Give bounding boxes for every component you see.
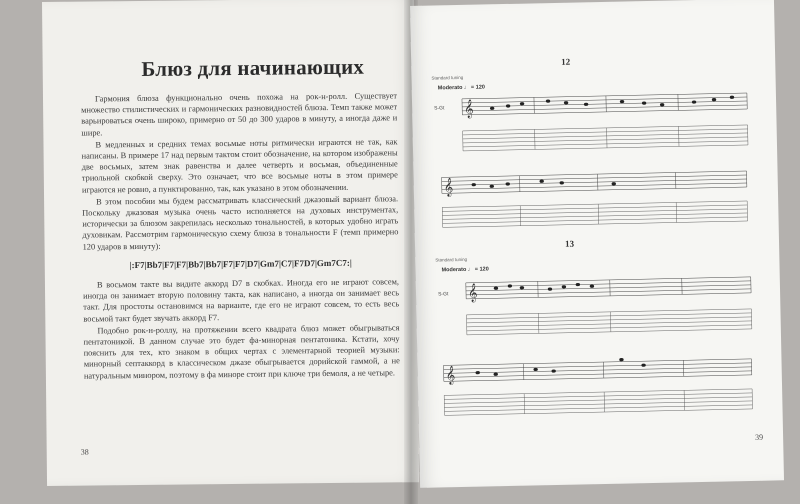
notation-system <box>443 355 756 422</box>
treble-clef-icon: 𝄞 <box>443 177 454 197</box>
treble-clef-icon: 𝄞 <box>467 282 478 302</box>
paragraph: Гармония блюза функционально очень похожа на рок-н-ролл. Существует множество стилистических и гармонических разновидностей блюза. Темп также может варьироваться очень широко, примерно от 50 до 300 ударов в минуту, а иногда даже и шире. <box>81 91 398 138</box>
chord-chart: |:F7|Bb7|F7|F7|Bb7|Bb7|F7|F7|D7|Gm7|C7|F7D7|Gm7C7:| <box>129 257 352 270</box>
example-number: 12 <box>561 56 571 67</box>
tab-staff <box>463 125 748 151</box>
tab-staff <box>466 309 751 335</box>
notes <box>494 283 595 292</box>
standard-staff <box>466 277 751 299</box>
paragraph: В этом пособии мы будем рассматривать классический джазовый вариант блюза. Поскольку джазовая музыка очень часто исполняется на духовых инструментах, исторически за блюзом закрепилась несколько тональностей, в которых удобно играть духовикам. Рассмотрим гармоническую схему блюза в тональности F (темп примерно 120 ударов в минуту): <box>82 194 399 252</box>
tempo-marking: Moderato ♩ = 120 <box>441 266 489 274</box>
page-title: Блюз для начинающих <box>141 54 365 81</box>
treble-clef-icon: 𝄞 <box>445 365 456 385</box>
tempo-marking: Moderato ♩ = 120 <box>437 84 486 92</box>
notation-system <box>466 273 757 349</box>
treble-clef-icon: 𝄞 <box>463 98 474 118</box>
instrument-label: S-Gt <box>434 105 445 112</box>
body-text <box>81 90 400 382</box>
paragraph: В восьмом такте вы видите аккорд D7 в скобках. Иногда его не играют совсем, иногда он занимает вторую половину такта, как написано, а иногда он занимает весь такт. Для простоты остановимся на варианте, где его не играют совсем, то есть весь восьмой такт будет звучать аккорд F7. <box>83 277 400 324</box>
left-page <box>42 0 419 486</box>
paragraph: Подобно рок-н-роллу, на протяжении всего квадрата блюз может обыгрываться пентатоникой. В данном случае это будет фа-минорная пентатоника. Кстати, хочу пояснить для тех, кто знаком в общих чертах с элементарной теорией музыки: минорный септаккорд в классическом джазе обыгрывается дорийской гаммой, а не натуральным минором, поэтому в фа миноре стоит при ключе три бемоля, а не четыре. <box>83 323 400 381</box>
tuning-label: Standard tuning <box>435 256 468 263</box>
page-number: 39 <box>755 432 764 442</box>
tab-staff <box>442 201 747 227</box>
instrument-label: S-Gt <box>437 291 449 298</box>
standard-staff <box>462 93 747 115</box>
right-page <box>410 0 784 488</box>
paragraph: В медленных и средних темах восьмые ноты ритмически играются не так, как написаны. В примере 17 над первым тактом стоит обозначение, на котором изображены две восьмых, затем знак равенства и далее четверть и восьмая, объединенные триольной скобкой сверху. Это означает, что все восьмые ноты в этом примере играются не ровно, а пунктированно, так, как указано в этом обозначении. <box>81 137 398 195</box>
standard-staff <box>442 171 747 193</box>
tab-staff <box>444 389 752 415</box>
notation-system <box>462 89 753 165</box>
notation-system <box>442 167 753 233</box>
example-number: 13 <box>564 238 575 249</box>
page-number: 38 <box>80 447 89 457</box>
tuning-label: Standard tuning <box>431 74 464 81</box>
standard-staff <box>444 359 752 381</box>
